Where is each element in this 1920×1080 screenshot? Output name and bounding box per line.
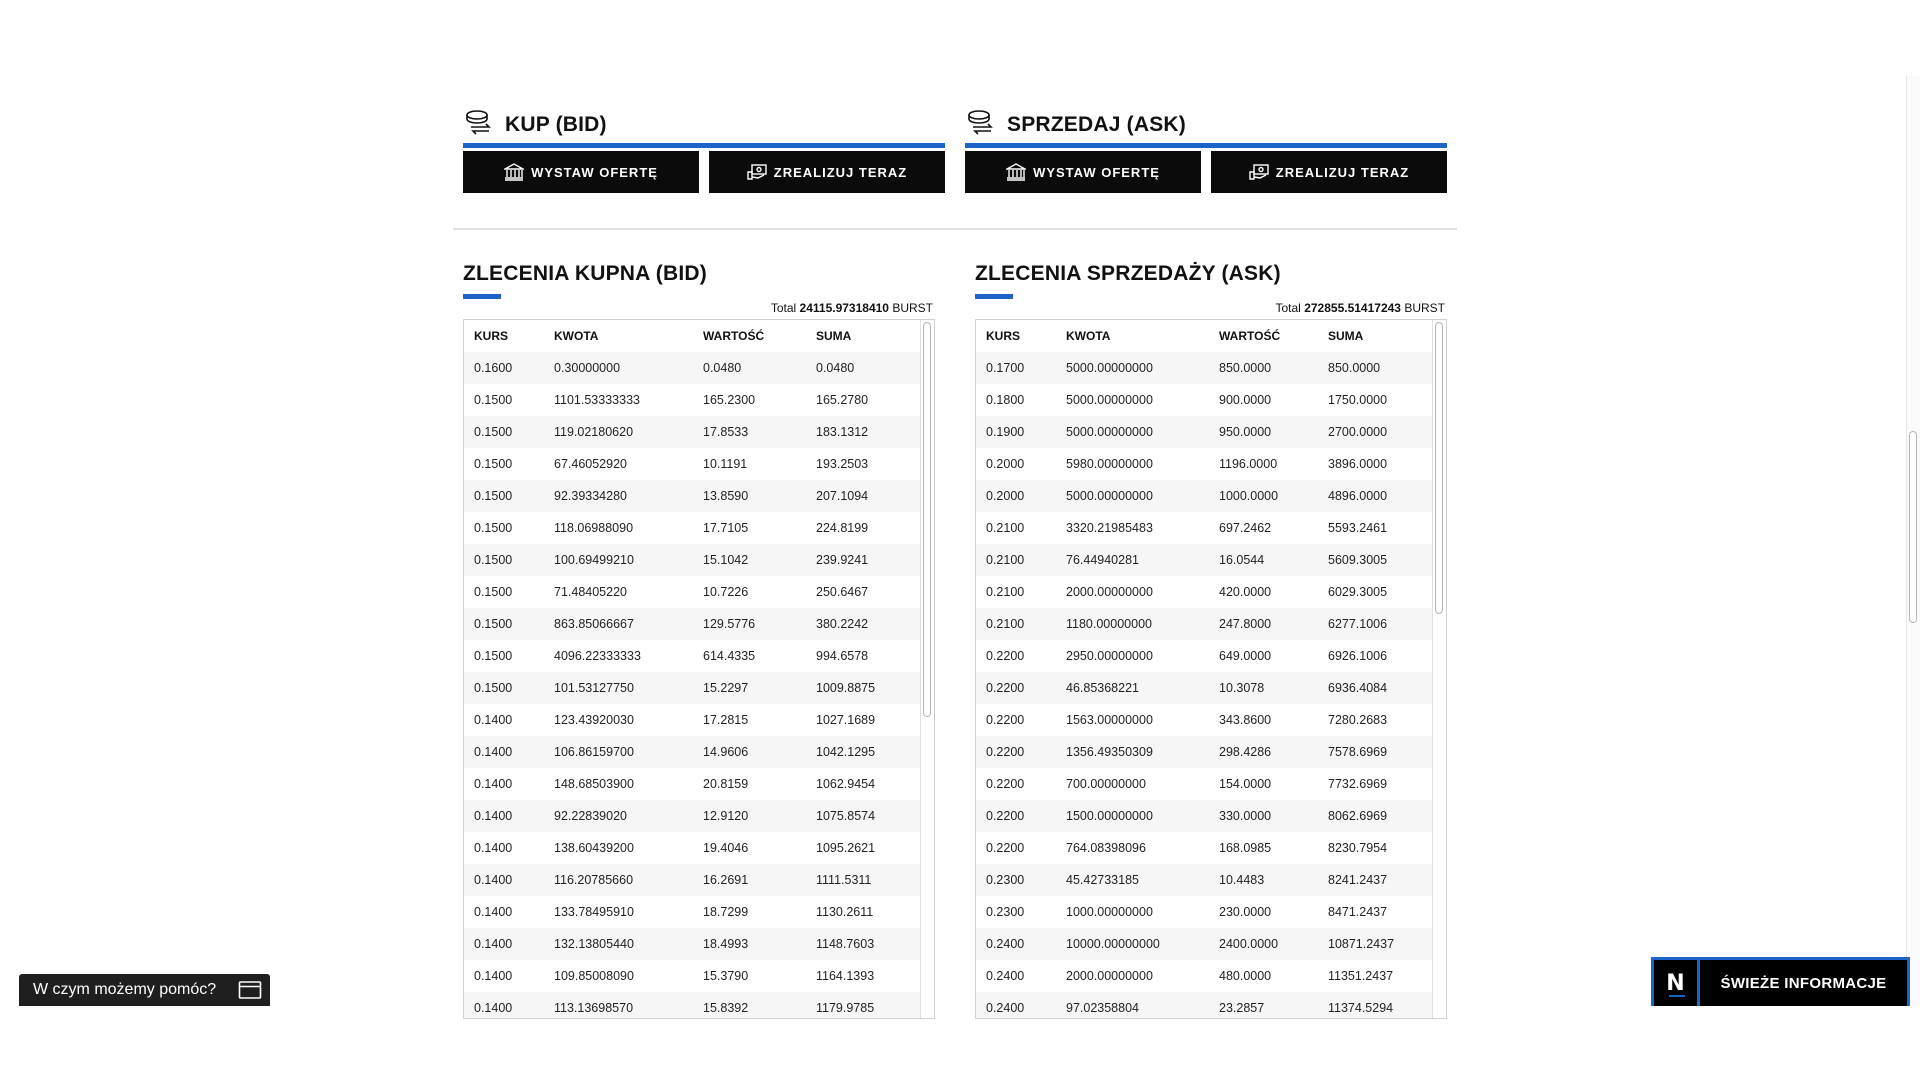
table-cell: 1180.00000000 — [1066, 617, 1152, 631]
sell-place-offer-label: WYSTAW OFERTĘ — [1033, 164, 1160, 180]
bank-icon — [1006, 163, 1026, 181]
table-cell: 0.1500 — [474, 393, 513, 407]
table-cell: 298.4286 — [1219, 745, 1272, 759]
table-cell: 116.20785660 — [554, 873, 634, 887]
table-cell: 106.86159700 — [554, 745, 634, 759]
table-cell: 15.2297 — [703, 681, 749, 695]
table-cell: 420.0000 — [1219, 585, 1272, 599]
table-cell: 17.2815 — [703, 713, 749, 727]
table-cell: 0.1400 — [474, 937, 513, 951]
column-header[interactable]: SUMA — [1328, 329, 1364, 343]
sell-place-offer-button[interactable] — [965, 151, 1201, 193]
table-cell: 5980.00000000 — [1066, 457, 1153, 471]
table-cell: 2000.00000000 — [1066, 585, 1153, 599]
table-cell: 2950.00000000 — [1066, 649, 1153, 663]
table-cell: 133.78495910 — [554, 905, 634, 919]
table-cell: 1075.8574 — [816, 809, 876, 823]
column-header[interactable]: KWOTA — [1066, 329, 1111, 343]
ask-table-scroll-thumb[interactable] — [1435, 322, 1443, 614]
table-row[interactable] — [976, 640, 1434, 672]
bid-table-scroll-thumb[interactable] — [923, 322, 931, 717]
page-scroll-thumb[interactable] — [1909, 431, 1917, 623]
table-cell: 1000.0000 — [1219, 489, 1279, 503]
table-cell: 850.0000 — [1328, 361, 1381, 375]
table-cell: 0.2200 — [986, 713, 1025, 727]
sell-panel-title: SPRZEDAJ (ASK) — [1007, 113, 1186, 136]
table-cell: 0.1400 — [474, 809, 513, 823]
coins-exchange-icon — [967, 109, 999, 135]
table-cell: 5593.2461 — [1328, 521, 1388, 535]
table-cell: 0.1500 — [474, 553, 513, 567]
bid-order-book — [463, 262, 935, 1019]
table-cell: 1000.00000000 — [1066, 905, 1153, 919]
table-cell: 230.0000 — [1219, 905, 1272, 919]
table-cell: 1027.1689 — [816, 713, 876, 727]
table-row[interactable] — [976, 736, 1434, 768]
table-cell: 1179.9785 — [816, 1001, 875, 1015]
table-cell: 92.39334280 — [554, 489, 627, 503]
ask-book-title: ZLECENIA SPRZEDAŻY (ASK) — [975, 262, 1281, 285]
table-cell: 5000.00000000 — [1066, 425, 1153, 439]
table-cell: 183.1312 — [816, 425, 869, 439]
table-row[interactable] — [976, 672, 1434, 704]
table-cell: 863.85066667 — [554, 617, 634, 631]
table-cell: 119.02180620 — [554, 425, 634, 439]
ask-table-header — [976, 320, 1434, 352]
table-cell: 5000.00000000 — [1066, 489, 1153, 503]
table-cell: 343.8600 — [1219, 713, 1272, 727]
table-cell: 0.2000 — [986, 489, 1025, 503]
column-header[interactable]: WARTOŚĆ — [1219, 329, 1281, 343]
table-cell: 168.0985 — [1219, 841, 1272, 855]
table-cell: 15.1042 — [703, 553, 749, 567]
table-cell: 5000.00000000 — [1066, 361, 1153, 375]
table-cell: 0.0480 — [816, 361, 855, 375]
sell-panel-header — [965, 105, 1447, 141]
table-row[interactable] — [976, 480, 1434, 512]
table-cell: 46.85368221 — [1066, 681, 1139, 695]
table-cell: 45.42733185 — [1066, 873, 1139, 887]
table-cell: 10.7226 — [703, 585, 749, 599]
news-logo-icon: N — [1654, 960, 1700, 1006]
table-row[interactable] — [464, 832, 922, 864]
bid-total-label: Total — [770, 301, 797, 315]
table-cell: 0.2400 — [986, 1001, 1025, 1015]
table-cell: 97.02358804 — [1066, 1001, 1139, 1015]
table-cell: 18.7299 — [703, 905, 749, 919]
table-row[interactable] — [464, 736, 922, 768]
table-cell: 101.53127750 — [554, 681, 634, 695]
table-cell: 0.30000000 — [554, 361, 621, 375]
buy-place-offer-label: WYSTAW OFERTĘ — [531, 164, 658, 180]
table-cell: 4096.22333333 — [554, 649, 641, 663]
table-cell: 0.1900 — [986, 425, 1025, 439]
table-cell: 3320.21985483 — [1066, 521, 1153, 535]
ask-total-label: Total — [1275, 301, 1301, 315]
table-cell: 0.2100 — [986, 521, 1025, 535]
table-cell: 0.1400 — [474, 905, 513, 919]
table-row[interactable] — [464, 512, 922, 544]
table-row[interactable] — [464, 576, 922, 608]
table-cell: 950.0000 — [1219, 425, 1272, 439]
chat-widget-label: W czym możemy pomóc? — [33, 981, 217, 998]
table-row[interactable] — [464, 704, 922, 736]
column-header[interactable]: KWOTA — [554, 329, 599, 343]
table-cell: 1563.00000000 — [1066, 713, 1153, 727]
table-cell: 1009.8875 — [816, 681, 876, 695]
table-cell: 10.4483 — [1219, 873, 1265, 887]
table-cell: 92.22839020 — [554, 809, 627, 823]
table-row[interactable] — [976, 416, 1434, 448]
table-row[interactable] — [464, 800, 922, 832]
table-cell: 15.3790 — [703, 969, 749, 983]
table-row[interactable] — [464, 960, 922, 992]
table-cell: 138.60439200 — [554, 841, 634, 855]
table-cell: 165.2300 — [703, 393, 756, 407]
table-cell: 1062.9454 — [816, 777, 876, 791]
table-cell: 8062.6969 — [1328, 809, 1388, 823]
ask-table-body — [976, 352, 1434, 1019]
buy-execute-now-label: ZREALIZUJ TERAZ — [773, 164, 908, 180]
table-row[interactable] — [976, 800, 1434, 832]
table-cell: 2000.00000000 — [1066, 969, 1153, 983]
table-cell: 17.8533 — [703, 425, 749, 439]
table-cell: 8230.7954 — [1328, 841, 1388, 855]
table-row[interactable] — [464, 448, 922, 480]
table-row[interactable] — [976, 704, 1434, 736]
table-cell: 6936.4084 — [1328, 681, 1388, 695]
table-row[interactable] — [976, 960, 1434, 992]
bid-book-title: ZLECENIA KUPNA (BID) — [463, 262, 707, 285]
table-cell: 764.08398096 — [1066, 841, 1146, 855]
table-cell: 0.2200 — [986, 809, 1025, 823]
table-cell: 0.2100 — [986, 617, 1025, 631]
table-cell: 0.1500 — [474, 457, 513, 471]
table-cell: 165.2780 — [816, 393, 869, 407]
table-cell: 1750.0000 — [1328, 393, 1388, 407]
table-cell: 0.2400 — [986, 969, 1025, 983]
table-cell: 0.1700 — [986, 361, 1025, 375]
table-cell: 0.1500 — [474, 489, 513, 503]
table-row[interactable] — [464, 608, 922, 640]
bid-book-total — [463, 299, 935, 317]
table-cell: 380.2242 — [816, 617, 869, 631]
table-cell: 6277.1006 — [1328, 617, 1388, 631]
table-cell: 8471.2437 — [1328, 905, 1388, 919]
bid-table-body — [464, 352, 922, 1019]
table-row[interactable] — [464, 384, 922, 416]
table-row[interactable] — [464, 480, 922, 512]
buy-panel-header — [463, 105, 945, 141]
ask-order-book — [975, 262, 1447, 1019]
column-header[interactable]: WARTOŚĆ — [703, 329, 765, 343]
table-cell: 1164.1393 — [816, 969, 875, 983]
table-cell: 11374.5294 — [1328, 1001, 1394, 1015]
money-hand-icon — [747, 163, 767, 181]
table-row[interactable] — [976, 448, 1434, 480]
table-cell: 0.2200 — [986, 681, 1025, 695]
money-hand-icon — [1249, 163, 1269, 181]
table-row[interactable] — [976, 512, 1434, 544]
ask-total-value: 272855.51417243 — [1304, 301, 1401, 315]
bid-table-scrollbar[interactable] — [920, 320, 934, 1018]
table-cell: 7280.2683 — [1328, 713, 1388, 727]
table-cell: 18.4993 — [703, 937, 749, 951]
table-cell: 0.2200 — [986, 649, 1025, 663]
table-cell: 0.1400 — [474, 873, 513, 887]
buy-execute-now-button[interactable] — [709, 151, 945, 193]
table-cell: 1101.53333333 — [554, 393, 640, 407]
ask-table-container[interactable] — [975, 319, 1447, 1019]
table-row[interactable] — [976, 864, 1434, 896]
table-cell: 16.2691 — [703, 873, 749, 887]
table-cell: 129.5776 — [703, 617, 756, 631]
news-widget-label: ŚWIEŻE INFORMACJE — [1720, 974, 1887, 992]
table-cell: 1111.5311 — [816, 873, 872, 887]
table-cell: 118.06988090 — [554, 521, 634, 535]
sell-panel — [965, 105, 1447, 193]
table-cell: 0.1400 — [474, 841, 513, 855]
table-cell: 850.0000 — [1219, 361, 1272, 375]
table-cell: 1356.49350309 — [1066, 745, 1153, 759]
table-cell: 697.2462 — [1219, 521, 1272, 535]
sell-execute-now-button[interactable] — [1211, 151, 1447, 193]
chat-widget[interactable] — [19, 974, 270, 1006]
bid-total-value: 24115.97318410 — [799, 301, 889, 315]
table-cell: 3896.0000 — [1328, 457, 1388, 471]
table-cell: 207.1094 — [816, 489, 869, 503]
column-header[interactable]: KURS — [986, 329, 1021, 343]
chat-window-icon — [238, 980, 262, 1000]
table-cell: 11351.2437 — [1328, 969, 1394, 983]
buy-place-offer-button[interactable] — [463, 151, 699, 193]
table-cell: 0.1400 — [474, 969, 513, 983]
ask-table — [976, 320, 1434, 1019]
table-row[interactable] — [464, 992, 922, 1019]
table-cell: 994.6578 — [816, 649, 869, 663]
table-row[interactable] — [464, 928, 922, 960]
table-cell: 6926.1006 — [1328, 649, 1388, 663]
table-row[interactable] — [976, 896, 1434, 928]
table-cell: 1042.1295 — [816, 745, 876, 759]
table-cell: 5000.00000000 — [1066, 393, 1153, 407]
table-cell: 23.2857 — [1219, 1001, 1265, 1015]
table-cell: 0.2100 — [986, 553, 1025, 567]
sell-panel-rule — [965, 143, 1447, 148]
table-cell: 250.6467 — [816, 585, 869, 599]
table-cell: 13.8590 — [703, 489, 749, 503]
bid-table-header — [464, 320, 922, 352]
table-row[interactable] — [464, 416, 922, 448]
coins-exchange-icon — [465, 109, 497, 135]
bid-table-container[interactable] — [463, 319, 935, 1019]
table-cell: 0.1500 — [474, 681, 513, 695]
table-cell: 0.2300 — [986, 905, 1025, 919]
table-row[interactable] — [976, 384, 1434, 416]
table-cell: 2400.0000 — [1219, 937, 1279, 951]
table-cell: 113.13698570 — [554, 1001, 634, 1015]
table-cell: 15.8392 — [703, 1001, 749, 1015]
table-cell: 8241.2437 — [1328, 873, 1388, 887]
news-widget[interactable] — [1651, 957, 1910, 1006]
buy-panel-title: KUP (BID) — [505, 113, 607, 136]
table-cell: 247.8000 — [1219, 617, 1272, 631]
table-cell: 10.1191 — [703, 457, 748, 471]
table-row[interactable] — [464, 544, 922, 576]
bank-icon — [504, 163, 524, 181]
table-cell: 0.1500 — [474, 425, 513, 439]
table-row[interactable] — [464, 672, 922, 704]
ask-book-total — [975, 299, 1447, 317]
table-cell: 5609.3005 — [1328, 553, 1388, 567]
table-cell: 123.43920030 — [554, 713, 634, 727]
table-row[interactable] — [464, 352, 922, 384]
table-cell: 109.85008090 — [554, 969, 634, 983]
table-cell: 480.0000 — [1219, 969, 1272, 983]
table-row[interactable] — [976, 608, 1434, 640]
table-cell: 0.1600 — [474, 361, 513, 375]
table-cell: 0.1400 — [474, 1001, 513, 1015]
table-cell: 10.3078 — [1219, 681, 1265, 695]
table-row[interactable] — [464, 768, 922, 800]
table-cell: 0.1400 — [474, 713, 513, 727]
table-cell: 0.2100 — [986, 585, 1025, 599]
table-cell: 193.2503 — [816, 457, 869, 471]
table-row[interactable] — [464, 640, 922, 672]
table-cell: 67.46052920 — [554, 457, 627, 471]
table-cell: 0.1500 — [474, 521, 513, 535]
table-cell: 0.2300 — [986, 873, 1025, 887]
table-cell: 0.2200 — [986, 745, 1025, 759]
table-cell: 100.69499210 — [554, 553, 634, 567]
table-cell: 7732.6969 — [1328, 777, 1388, 791]
table-cell: 0.1400 — [474, 777, 513, 791]
table-cell: 0.1800 — [986, 393, 1025, 407]
table-cell: 1148.7603 — [816, 937, 875, 951]
table-cell: 1500.00000000 — [1066, 809, 1153, 823]
table-cell: 132.13805440 — [554, 937, 634, 951]
bid-total-unit: BURST — [892, 301, 933, 315]
page-scrollbar[interactable] — [1906, 76, 1920, 1006]
table-cell: 6029.3005 — [1328, 585, 1388, 599]
table-cell: 7578.6969 — [1328, 745, 1388, 759]
table-cell: 1196.0000 — [1219, 457, 1278, 471]
section-divider — [453, 228, 1457, 230]
table-row[interactable] — [976, 832, 1434, 864]
table-cell: 1130.2611 — [816, 905, 874, 919]
buy-panel — [463, 105, 945, 193]
table-cell: 154.0000 — [1219, 777, 1272, 791]
table-cell: 224.8199 — [816, 521, 869, 535]
ask-table-scrollbar[interactable] — [1432, 320, 1446, 1018]
table-cell: 10871.2437 — [1328, 937, 1395, 951]
table-row[interactable] — [976, 992, 1434, 1019]
table-cell: 76.44940281 — [1066, 553, 1139, 567]
table-cell: 0.0480 — [703, 361, 742, 375]
table-cell: 900.0000 — [1219, 393, 1272, 407]
table-cell: 19.4046 — [703, 841, 749, 855]
table-row[interactable] — [976, 352, 1434, 384]
table-cell: 1095.2621 — [816, 841, 876, 855]
table-row[interactable] — [976, 544, 1434, 576]
ask-total-unit: BURST — [1404, 301, 1445, 315]
table-cell: 330.0000 — [1219, 809, 1272, 823]
sell-execute-now-label: ZREALIZUJ TERAZ — [1275, 164, 1410, 180]
table-cell: 0.2000 — [986, 457, 1025, 471]
table-row[interactable] — [976, 576, 1434, 608]
table-cell: 4896.0000 — [1328, 489, 1388, 503]
column-header[interactable]: KURS — [474, 329, 509, 343]
table-cell: 0.1500 — [474, 649, 513, 663]
table-cell: 0.1500 — [474, 585, 513, 599]
table-cell: 20.8159 — [703, 777, 749, 791]
table-cell: 0.2200 — [986, 841, 1025, 855]
table-cell: 12.9120 — [703, 809, 749, 823]
table-row[interactable] — [464, 896, 922, 928]
table-cell: 148.68503900 — [554, 777, 634, 791]
table-row[interactable] — [976, 928, 1434, 960]
column-header[interactable]: SUMA — [816, 329, 852, 343]
table-cell: 614.4335 — [703, 649, 756, 663]
table-cell: 0.2200 — [986, 777, 1025, 791]
table-cell: 2700.0000 — [1328, 425, 1388, 439]
table-cell: 0.1500 — [474, 617, 513, 631]
table-cell: 0.1400 — [474, 745, 513, 759]
table-cell: 16.0544 — [1219, 553, 1265, 567]
bid-table — [464, 320, 922, 1019]
table-row[interactable] — [464, 864, 922, 896]
table-cell: 71.48405220 — [554, 585, 627, 599]
table-cell: 700.00000000 — [1066, 777, 1146, 791]
table-cell: 239.9241 — [816, 553, 869, 567]
table-cell: 649.0000 — [1219, 649, 1272, 663]
table-cell: 14.9606 — [703, 745, 749, 759]
table-cell: 0.2400 — [986, 937, 1025, 951]
buy-panel-rule — [463, 143, 945, 148]
table-cell: 17.7105 — [703, 521, 749, 535]
table-row[interactable] — [976, 768, 1434, 800]
table-cell: 10000.00000000 — [1066, 937, 1160, 951]
